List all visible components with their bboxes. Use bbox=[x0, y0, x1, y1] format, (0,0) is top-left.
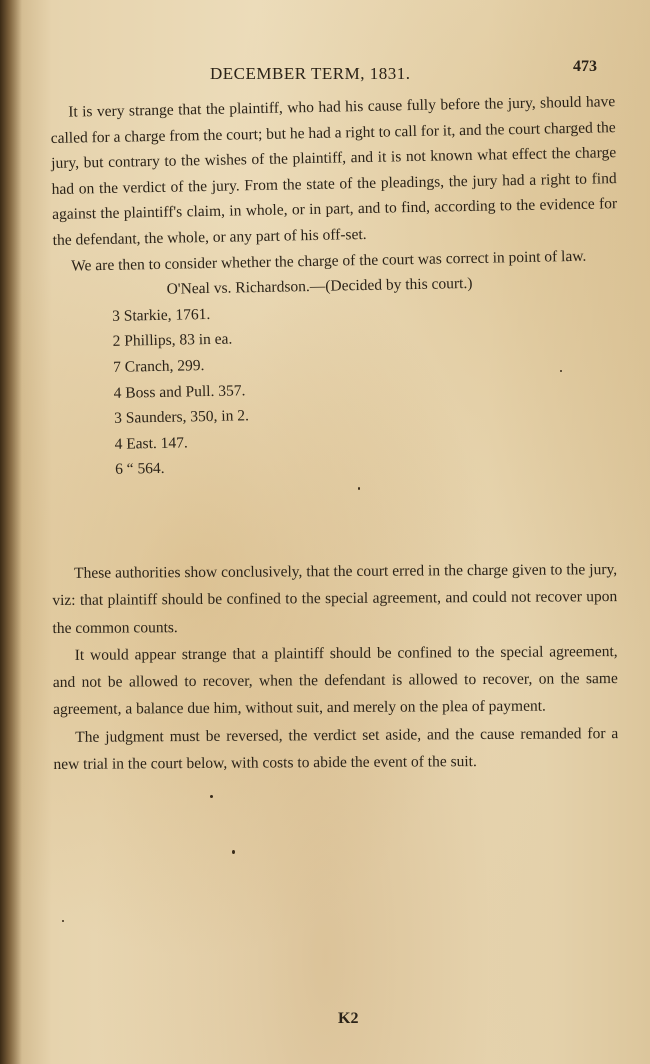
ink-speck bbox=[358, 487, 360, 490]
paragraph-2: We are then to consider whether the charge of the court was correct in point of law. bbox=[71, 247, 587, 275]
ink-speck bbox=[62, 920, 64, 922]
running-head: DECEMBER TERM, 1831. bbox=[210, 64, 411, 83]
case-reference: O'Neal vs. Richardson.—(Decided by this court.) bbox=[166, 275, 473, 298]
citation-item: 4 Boss and Pull. 357. bbox=[113, 381, 246, 402]
citation-item: 6 “ 564. bbox=[114, 460, 165, 479]
page-header bbox=[0, 58, 650, 88]
paragraph-4: It would appear strange that a plaintiff should be confined to the special agreement, and not be allowed to recover, when the defendant is allowed to recover, on the same agreement, a balance due him, without suit, and merely on the plea of payment. bbox=[52, 642, 618, 719]
paragraph-5: The judgment must be reversed, the verdict set aside, and the cause remanded for a new trial in the court below, with costs to abide the event of the suit. bbox=[53, 724, 619, 774]
paragraph-1: It is very strange that the plaintiff, who had his cause fully before the jury, should have called for a charge from the court; but he had a right to call for it, and the court charged the jury, but contrary to the wishes of the plaintiff, and it is not known what effect the charge had on the verdict of the jury. From the state of the pleadings, the jury had a right to find against the plaintiff's claim, in whole, or in part, and to find, according to the evidence for the defendant, the whole, or any part of his off-set. bbox=[50, 93, 618, 249]
paragraph-3: These authorities show conclusively, that the court erred in the charge given to the jury, viz: that plaintiff should be confined to the special agreement, and could not recover upon the common counts. bbox=[52, 561, 618, 637]
citation-item: 3 Saunders, 350, in 2. bbox=[113, 407, 250, 427]
citation-item: 4 East. 147. bbox=[114, 434, 188, 453]
page-gutter-shadow bbox=[0, 0, 22, 1064]
opinion-text-upper bbox=[50, 89, 622, 484]
citation-list bbox=[54, 294, 622, 484]
opinion-text-lower bbox=[52, 556, 619, 778]
ink-speck bbox=[210, 795, 213, 798]
signature-mark: K2 bbox=[338, 1010, 359, 1027]
citation-item: 2 Phillips, 83 in ea. bbox=[112, 330, 233, 351]
ink-speck bbox=[232, 850, 235, 854]
page-number: 473 bbox=[573, 58, 597, 75]
citation-item: 7 Cranch, 299. bbox=[112, 357, 205, 376]
citation-item: 3 Starkie, 1761. bbox=[111, 305, 211, 325]
ink-speck bbox=[560, 370, 562, 372]
